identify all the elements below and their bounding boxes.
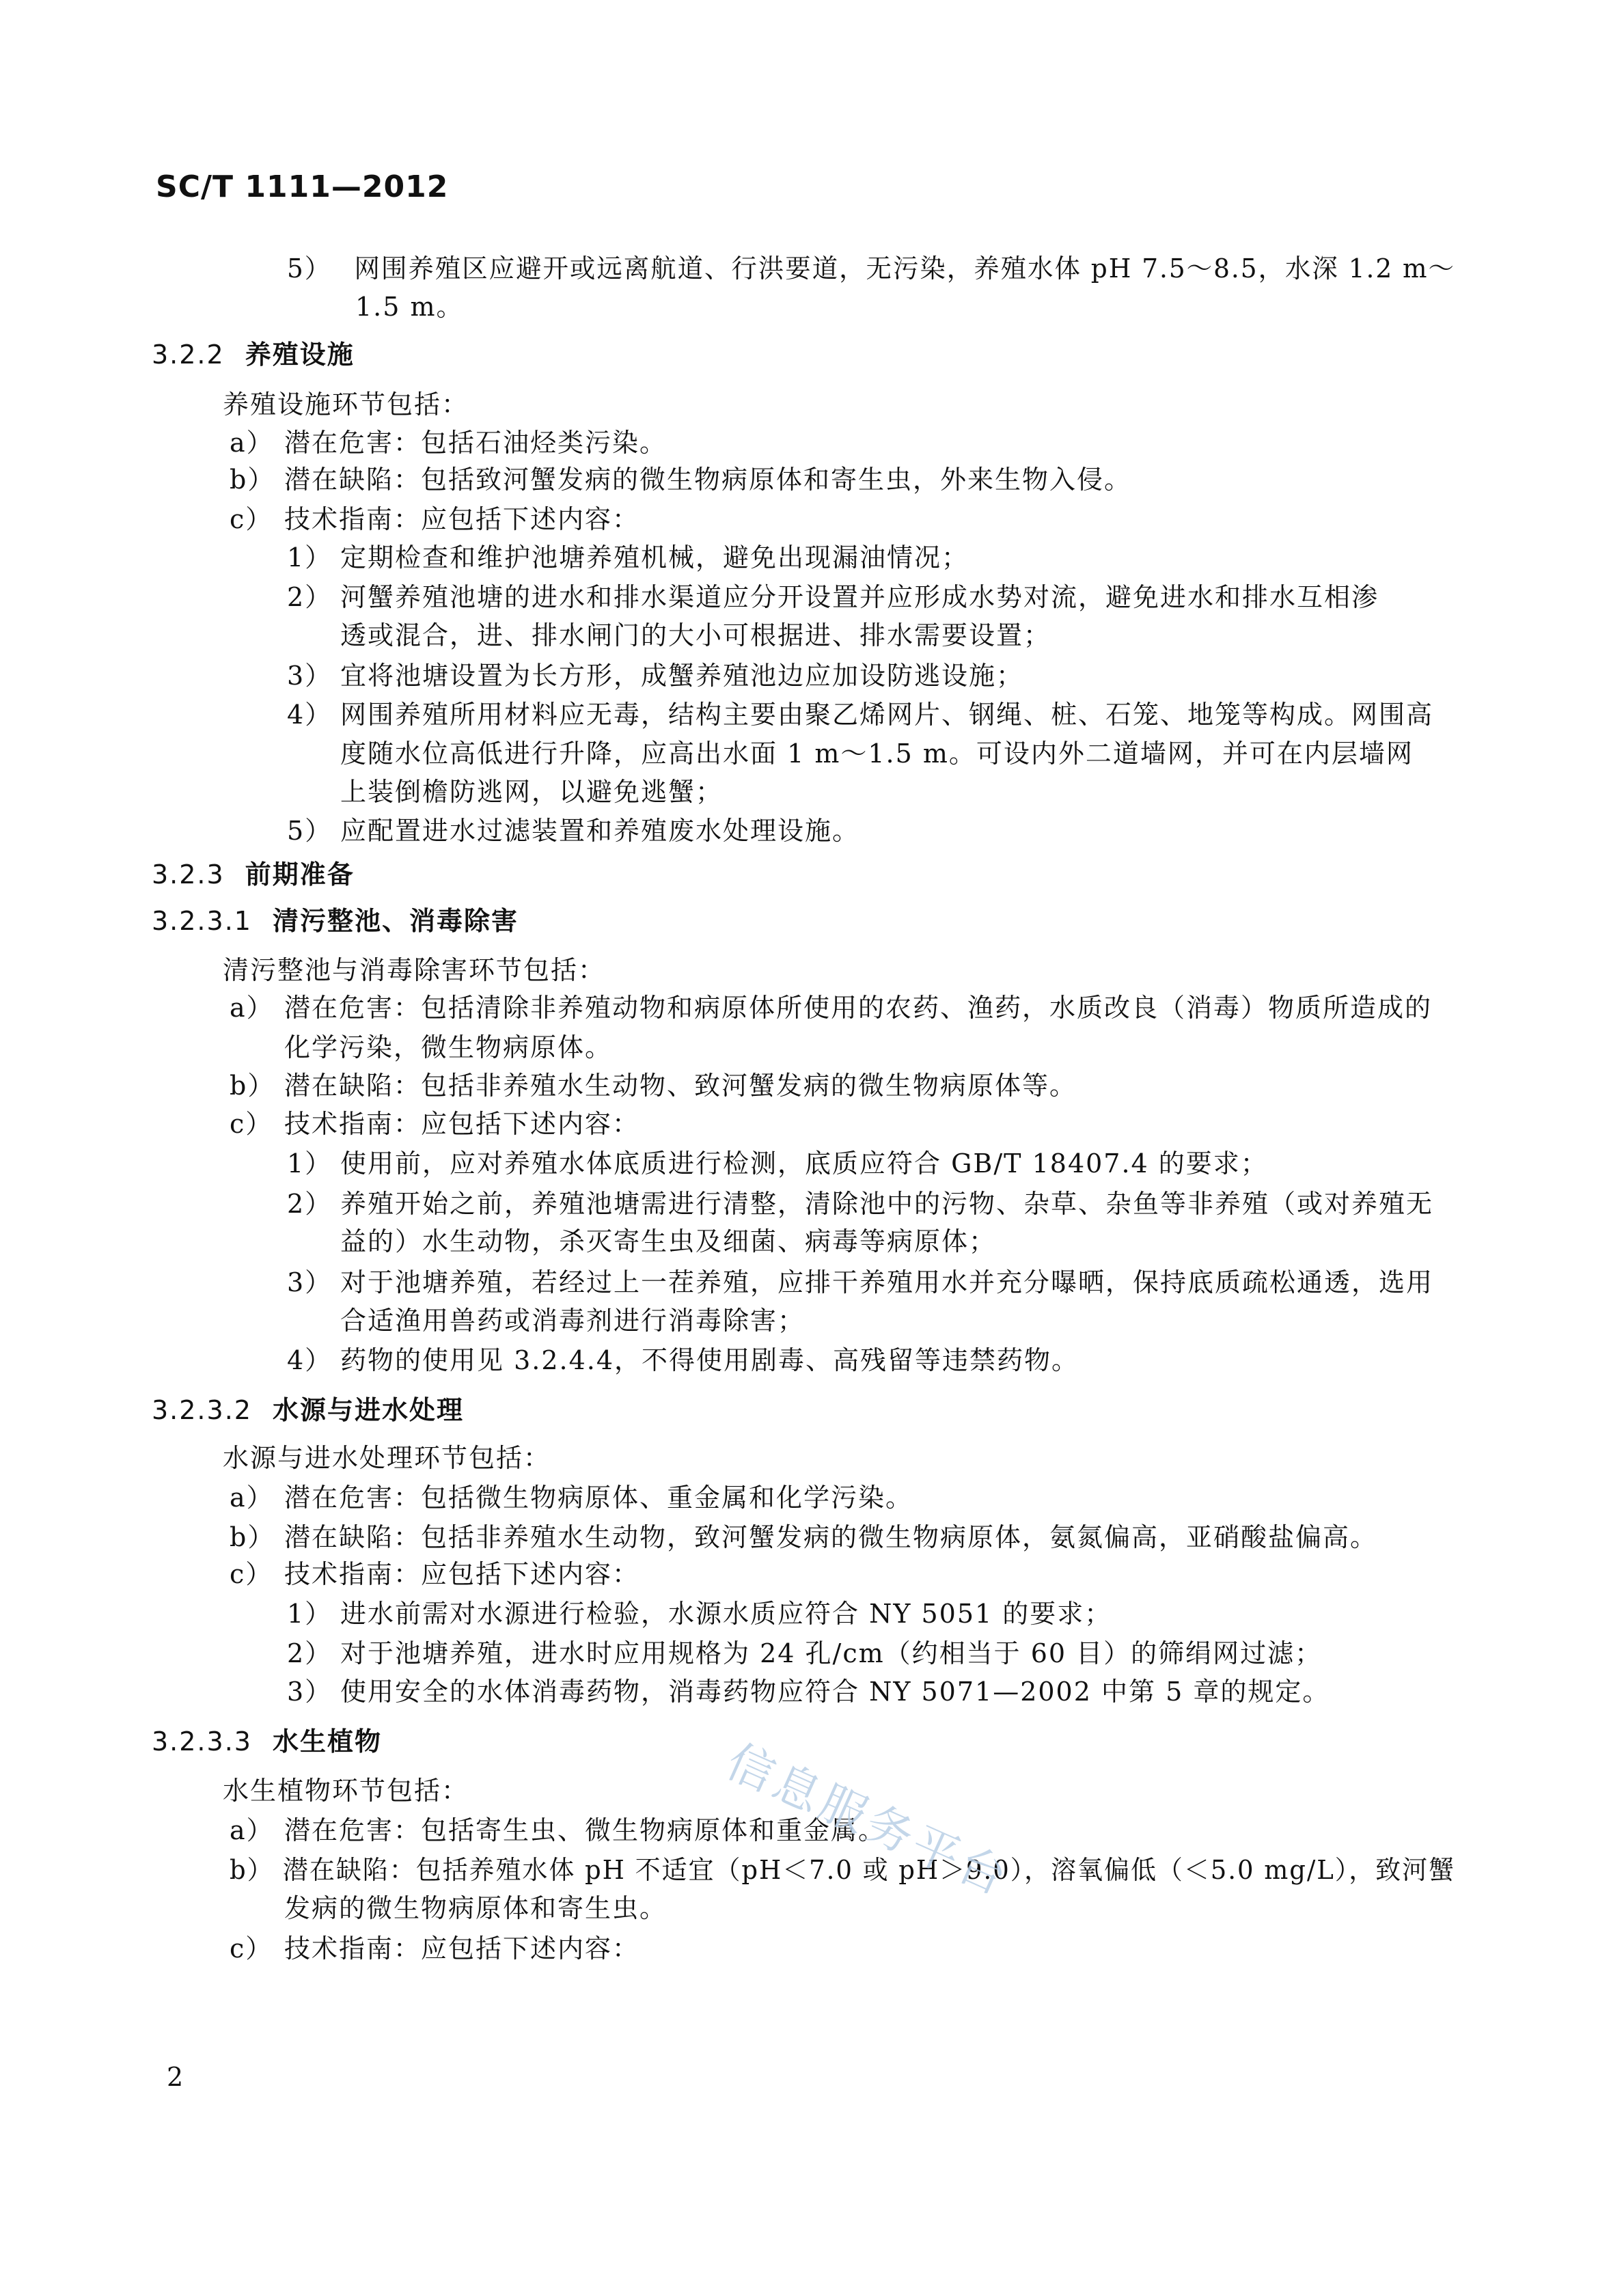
section-number: 3.2.3.1 — [152, 906, 252, 936]
section-title: 水源与进水处理 — [272, 1395, 464, 1425]
section-heading — [152, 1397, 464, 1423]
line-text: 合适渔用兽药或消毒剂进行消毒除害； — [340, 1306, 806, 1336]
list-marker: b） — [230, 1855, 274, 1885]
paragraph-line — [223, 957, 605, 983]
section-heading — [152, 1726, 382, 1757]
line-text: 潜在危害：包括石油烃类污染。 — [284, 428, 668, 458]
list-marker: b） — [230, 1522, 275, 1552]
list-marker: c） — [230, 1559, 273, 1589]
list-item — [230, 995, 1432, 1021]
section-heading — [152, 908, 519, 934]
standard-number: SC/T 1111—2012 — [156, 169, 449, 204]
list-item — [230, 1817, 885, 1843]
line-text: 对于池塘养殖，若经过上一茬养殖，应排干养殖用水并充分曝晒，保持底质疏松通透，选用 — [340, 1267, 1434, 1297]
line-text: 水生植物环节包括： — [223, 1776, 469, 1806]
list-item — [230, 1073, 1077, 1099]
line-text: 使用安全的水体消毒药物，消毒药物应符合 NY 5071—2002 中第 5 章的规定。 — [340, 1677, 1330, 1707]
paragraph-line — [355, 294, 464, 320]
line-text: 清污整池与消毒除害环节包括： — [223, 955, 606, 985]
list-marker: 3） — [287, 661, 333, 691]
list-item — [287, 818, 859, 844]
line-text: 潜在缺陷：包括非养殖水生动物，致河蟹发病的微生物病原体，氨氮偏高，亚硝酸盐偏高。 — [284, 1522, 1378, 1552]
line-text: 网围养殖区应避开或远离航道、行洪要道，无污染，养殖水体 pH 7.5～8.5，水深 1.2 m～ — [354, 253, 1455, 284]
paragraph-line — [340, 779, 723, 805]
list-item — [230, 1485, 913, 1511]
section-number: 3.2.3 — [152, 859, 225, 890]
paragraph-line — [223, 1445, 551, 1471]
line-text: 潜在危害：包括微生物病原体、重金属和化学污染。 — [284, 1483, 913, 1513]
line-text: 药物的使用见 3.2.4.4，不得使用剧毒、高残留等违禁药物。 — [340, 1345, 1079, 1375]
list-marker: b） — [230, 1071, 275, 1101]
section-title: 养殖设施 — [245, 340, 355, 370]
paragraph-line — [284, 1895, 667, 1921]
list-marker: a） — [230, 428, 274, 458]
page-number: 2 — [167, 2062, 184, 2092]
line-text: 技术指南：应包括下述内容： — [284, 504, 640, 534]
line-text: 技术指南：应包括下述内容： — [284, 1559, 640, 1589]
line-text: 使用前，应对养殖水体底质进行检测，底质应符合 GB/T 18407.4 的要求； — [340, 1148, 1268, 1179]
list-marker: 2） — [287, 1189, 333, 1219]
list-marker: 4） — [287, 700, 333, 730]
line-text: 潜在缺陷：包括养殖水体 pH 不适宜（pH＜7.0 或 pH＞9.0），溶氧偏低（＜5.0 mg/L），致河蟹 — [282, 1855, 1456, 1885]
section-number: 3.2.3.3 — [152, 1726, 252, 1757]
list-marker: a） — [230, 1815, 274, 1845]
line-text: 潜在缺陷：包括非养殖水生动物、致河蟹发病的微生物病原体等。 — [284, 1071, 1077, 1101]
line-text: 养殖开始之前，养殖池塘需进行清整，清除池中的污物、杂草、杂鱼等非养殖（或对养殖无 — [340, 1189, 1434, 1219]
line-text: 对于池塘养殖，进水时应用规格为 24 孔/cm（约相当于 60 目）的筛绢网过滤； — [340, 1638, 1323, 1668]
line-text: 技术指南：应包括下述内容： — [284, 1109, 640, 1139]
section-number: 3.2.3.2 — [152, 1395, 252, 1425]
list-marker: 5） — [287, 253, 332, 284]
list-marker: 2） — [287, 1638, 333, 1668]
list-marker: 4） — [287, 1345, 333, 1375]
list-marker: b） — [230, 465, 275, 495]
line-text: 潜在缺陷：包括致河蟹发病的微生物病原体和寄生虫，外来生物入侵。 — [284, 465, 1132, 495]
list-marker: 1） — [287, 1148, 333, 1179]
list-item — [287, 1347, 1079, 1373]
paragraph-line — [284, 1034, 612, 1060]
section-heading — [152, 342, 355, 368]
list-marker: 5） — [287, 816, 333, 846]
list-item — [287, 584, 1379, 610]
list-item — [230, 506, 639, 532]
line-text: 水源与进水处理环节包括： — [223, 1443, 551, 1473]
section-title: 清污整池、消毒除害 — [272, 906, 519, 936]
line-text: 发病的微生物病原体和寄生虫。 — [284, 1893, 668, 1923]
section-number: 3.2.2 — [152, 340, 225, 370]
line-text: 网围养殖所用材料应无毒，结构主要由聚乙烯网片、钢绳、桩、石笼、地笼等构成。网围高 — [340, 700, 1434, 730]
list-item — [287, 1269, 1433, 1295]
line-text: 透或混合，进、排水闸门的大小可根据进、排水需要设置； — [340, 620, 1051, 650]
line-text: 河蟹养殖池塘的进水和排水渠道应分开设置并应形成水势对流，避免进水和排水互相渗 — [340, 582, 1379, 612]
list-marker: 2） — [287, 582, 333, 612]
line-text: 技术指南：应包括下述内容： — [284, 1933, 640, 1964]
list-marker: a） — [230, 993, 274, 1023]
paragraph-line — [223, 1778, 469, 1804]
list-item — [287, 1640, 1322, 1666]
list-marker: a） — [230, 1483, 274, 1513]
line-text: 度随水位高低进行升降，应高出水面 1 m～1.5 m。可设内外二道墙网，并可在内层墙网 — [340, 739, 1414, 769]
line-text: 化学污染，微生物病原体。 — [284, 1032, 613, 1062]
paragraph-line — [340, 1228, 996, 1254]
list-marker: 1） — [287, 542, 333, 573]
paragraph-line — [340, 1308, 805, 1334]
line-text: 益的）水生动物，杀灭寄生虫及细菌、病毒等病原体； — [340, 1226, 997, 1256]
list-marker: 3） — [287, 1677, 333, 1707]
list-item — [230, 467, 1131, 493]
list-item — [287, 1679, 1330, 1705]
line-text: 潜在危害：包括清除非养殖动物和病原体所使用的农药、渔药，水质改良（消毒）物质所造成的 — [284, 993, 1433, 1023]
watermark: 信息服务平台 — [718, 1734, 1018, 1908]
list-item — [287, 663, 1023, 689]
section-title: 前期准备 — [245, 859, 355, 890]
list-item — [230, 430, 667, 456]
line-text: 上装倒檐防逃网，以避免逃蟹； — [340, 777, 724, 807]
list-item — [230, 1857, 1455, 1883]
list-marker: c） — [230, 1933, 273, 1964]
list-item — [287, 1601, 1112, 1627]
list-item — [287, 542, 969, 573]
list-marker: c） — [230, 504, 273, 534]
list-item — [230, 1524, 1377, 1550]
list-item — [287, 1148, 1268, 1179]
list-item — [287, 1191, 1433, 1217]
paragraph-line — [223, 391, 469, 417]
paragraph-line — [340, 741, 1414, 767]
line-text: 养殖设施环节包括： — [223, 389, 469, 419]
line-text: 进水前需对水源进行检验，水源水质应符合 NY 5051 的要求； — [340, 1599, 1112, 1629]
list-item — [230, 1111, 639, 1137]
list-marker: 1） — [287, 1599, 333, 1629]
line-text: 1.5 m。 — [355, 292, 464, 322]
list-item — [230, 1561, 639, 1587]
section-heading — [152, 859, 355, 890]
line-text: 定期检查和维护池塘养殖机械，避免出现漏油情况； — [340, 542, 969, 573]
line-text: 潜在危害：包括寄生虫、微生物病原体和重金属。 — [284, 1815, 886, 1845]
list-item — [230, 1933, 640, 1964]
paragraph-line — [340, 622, 1051, 648]
list-marker: c） — [230, 1109, 273, 1139]
list-item — [287, 253, 1455, 284]
section-title: 水生植物 — [272, 1726, 382, 1757]
line-text: 宜将池塘设置为长方形，成蟹养殖池边应加设防逃设施； — [340, 661, 1024, 691]
list-item — [287, 702, 1433, 728]
line-text: 应配置进水过滤装置和养殖废水处理设施。 — [340, 816, 860, 846]
list-marker: 3） — [287, 1267, 333, 1297]
